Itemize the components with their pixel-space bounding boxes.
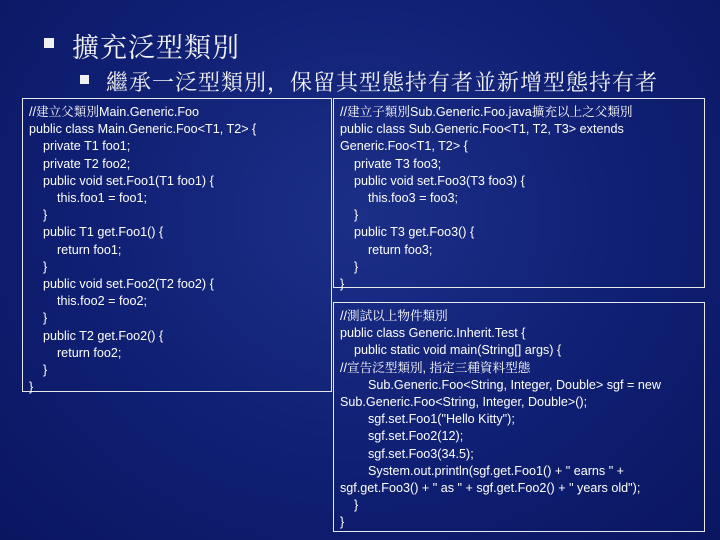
code-line: System.out.println(sgf.get.Foo1() + " earns " +	[340, 463, 625, 478]
code-line: public class Generic.Inherit.Test {	[340, 326, 526, 341]
code-line: //測試以上物件類別	[340, 309, 448, 323]
code-line: private T3 foo3;	[340, 156, 442, 171]
code-line: }	[340, 515, 345, 530]
code-line: }	[340, 259, 359, 274]
subclass-code-box	[333, 98, 705, 292]
code-line: public void set.Foo1(T1 foo1) {	[29, 173, 214, 188]
code-line: return foo3;	[340, 242, 433, 257]
test-class-code-box	[333, 302, 705, 532]
code-line: sgf.get.Foo3() + " as " + sgf.get.Foo2() + " years old");	[340, 481, 641, 496]
code-line: }	[29, 208, 48, 223]
code-line: //建立子類別Sub.Generic.Foo.java擴充以上之父類別	[340, 105, 633, 119]
code-line: this.foo1 = foo1;	[29, 191, 147, 206]
code-line: public static void main(String[] args) {	[340, 343, 562, 358]
code-line: }	[340, 498, 359, 513]
code-line: return foo2;	[29, 345, 122, 360]
code-line: public T2 get.Foo2() {	[29, 328, 164, 343]
slide-subtitle: 繼承一泛型類別，保留其型態持有者並新增型態持有者	[106, 71, 659, 96]
code-line: public class Main.Generic.Foo<T1, T2> {	[29, 122, 257, 137]
code-line: }	[29, 380, 34, 395]
code-line: public class Sub.Generic.Foo<T1, T2, T3> extends	[340, 122, 624, 137]
code-line: private T1 foo1;	[29, 139, 131, 154]
code-line: this.foo2 = foo2;	[29, 294, 147, 309]
code-line: this.foo3 = foo3;	[340, 191, 458, 206]
code-line: sgf.set.Foo3(34.5);	[340, 446, 474, 461]
code-line: return foo1;	[29, 242, 122, 257]
subtitle-bullet-icon	[80, 75, 89, 84]
parent-class-code-box	[22, 98, 332, 395]
code-line: //宣告泛型類別, 指定三種資料型態	[340, 360, 531, 375]
code-line: public T3 get.Foo3() {	[340, 225, 475, 240]
title-bullet-icon	[44, 38, 54, 48]
code-line: public void set.Foo3(T3 foo3) {	[340, 173, 525, 188]
code-line: sgf.set.Foo2(12);	[340, 429, 464, 444]
code-line: Sub.Generic.Foo<String, Integer, Double> sgf = new	[340, 377, 661, 392]
code-line: //建立父類別Main.Generic.Foo	[29, 105, 200, 119]
code-line: }	[29, 363, 48, 378]
code-line: }	[340, 277, 345, 292]
code-line: private T2 foo2;	[29, 156, 131, 171]
code-line: sgf.set.Foo1("Hello Kitty");	[340, 412, 515, 427]
slide-title: 擴充泛型類別	[72, 33, 240, 64]
code-line: }	[340, 208, 359, 223]
code-line: }	[29, 259, 48, 274]
code-line: public T1 get.Foo1() {	[29, 225, 164, 240]
code-line: }	[29, 311, 48, 326]
code-line: public void set.Foo2(T2 foo2) {	[29, 277, 214, 292]
code-line: Sub.Generic.Foo<String, Integer, Double>();	[340, 395, 588, 410]
code-line: Generic.Foo<T1, T2> {	[340, 139, 468, 154]
